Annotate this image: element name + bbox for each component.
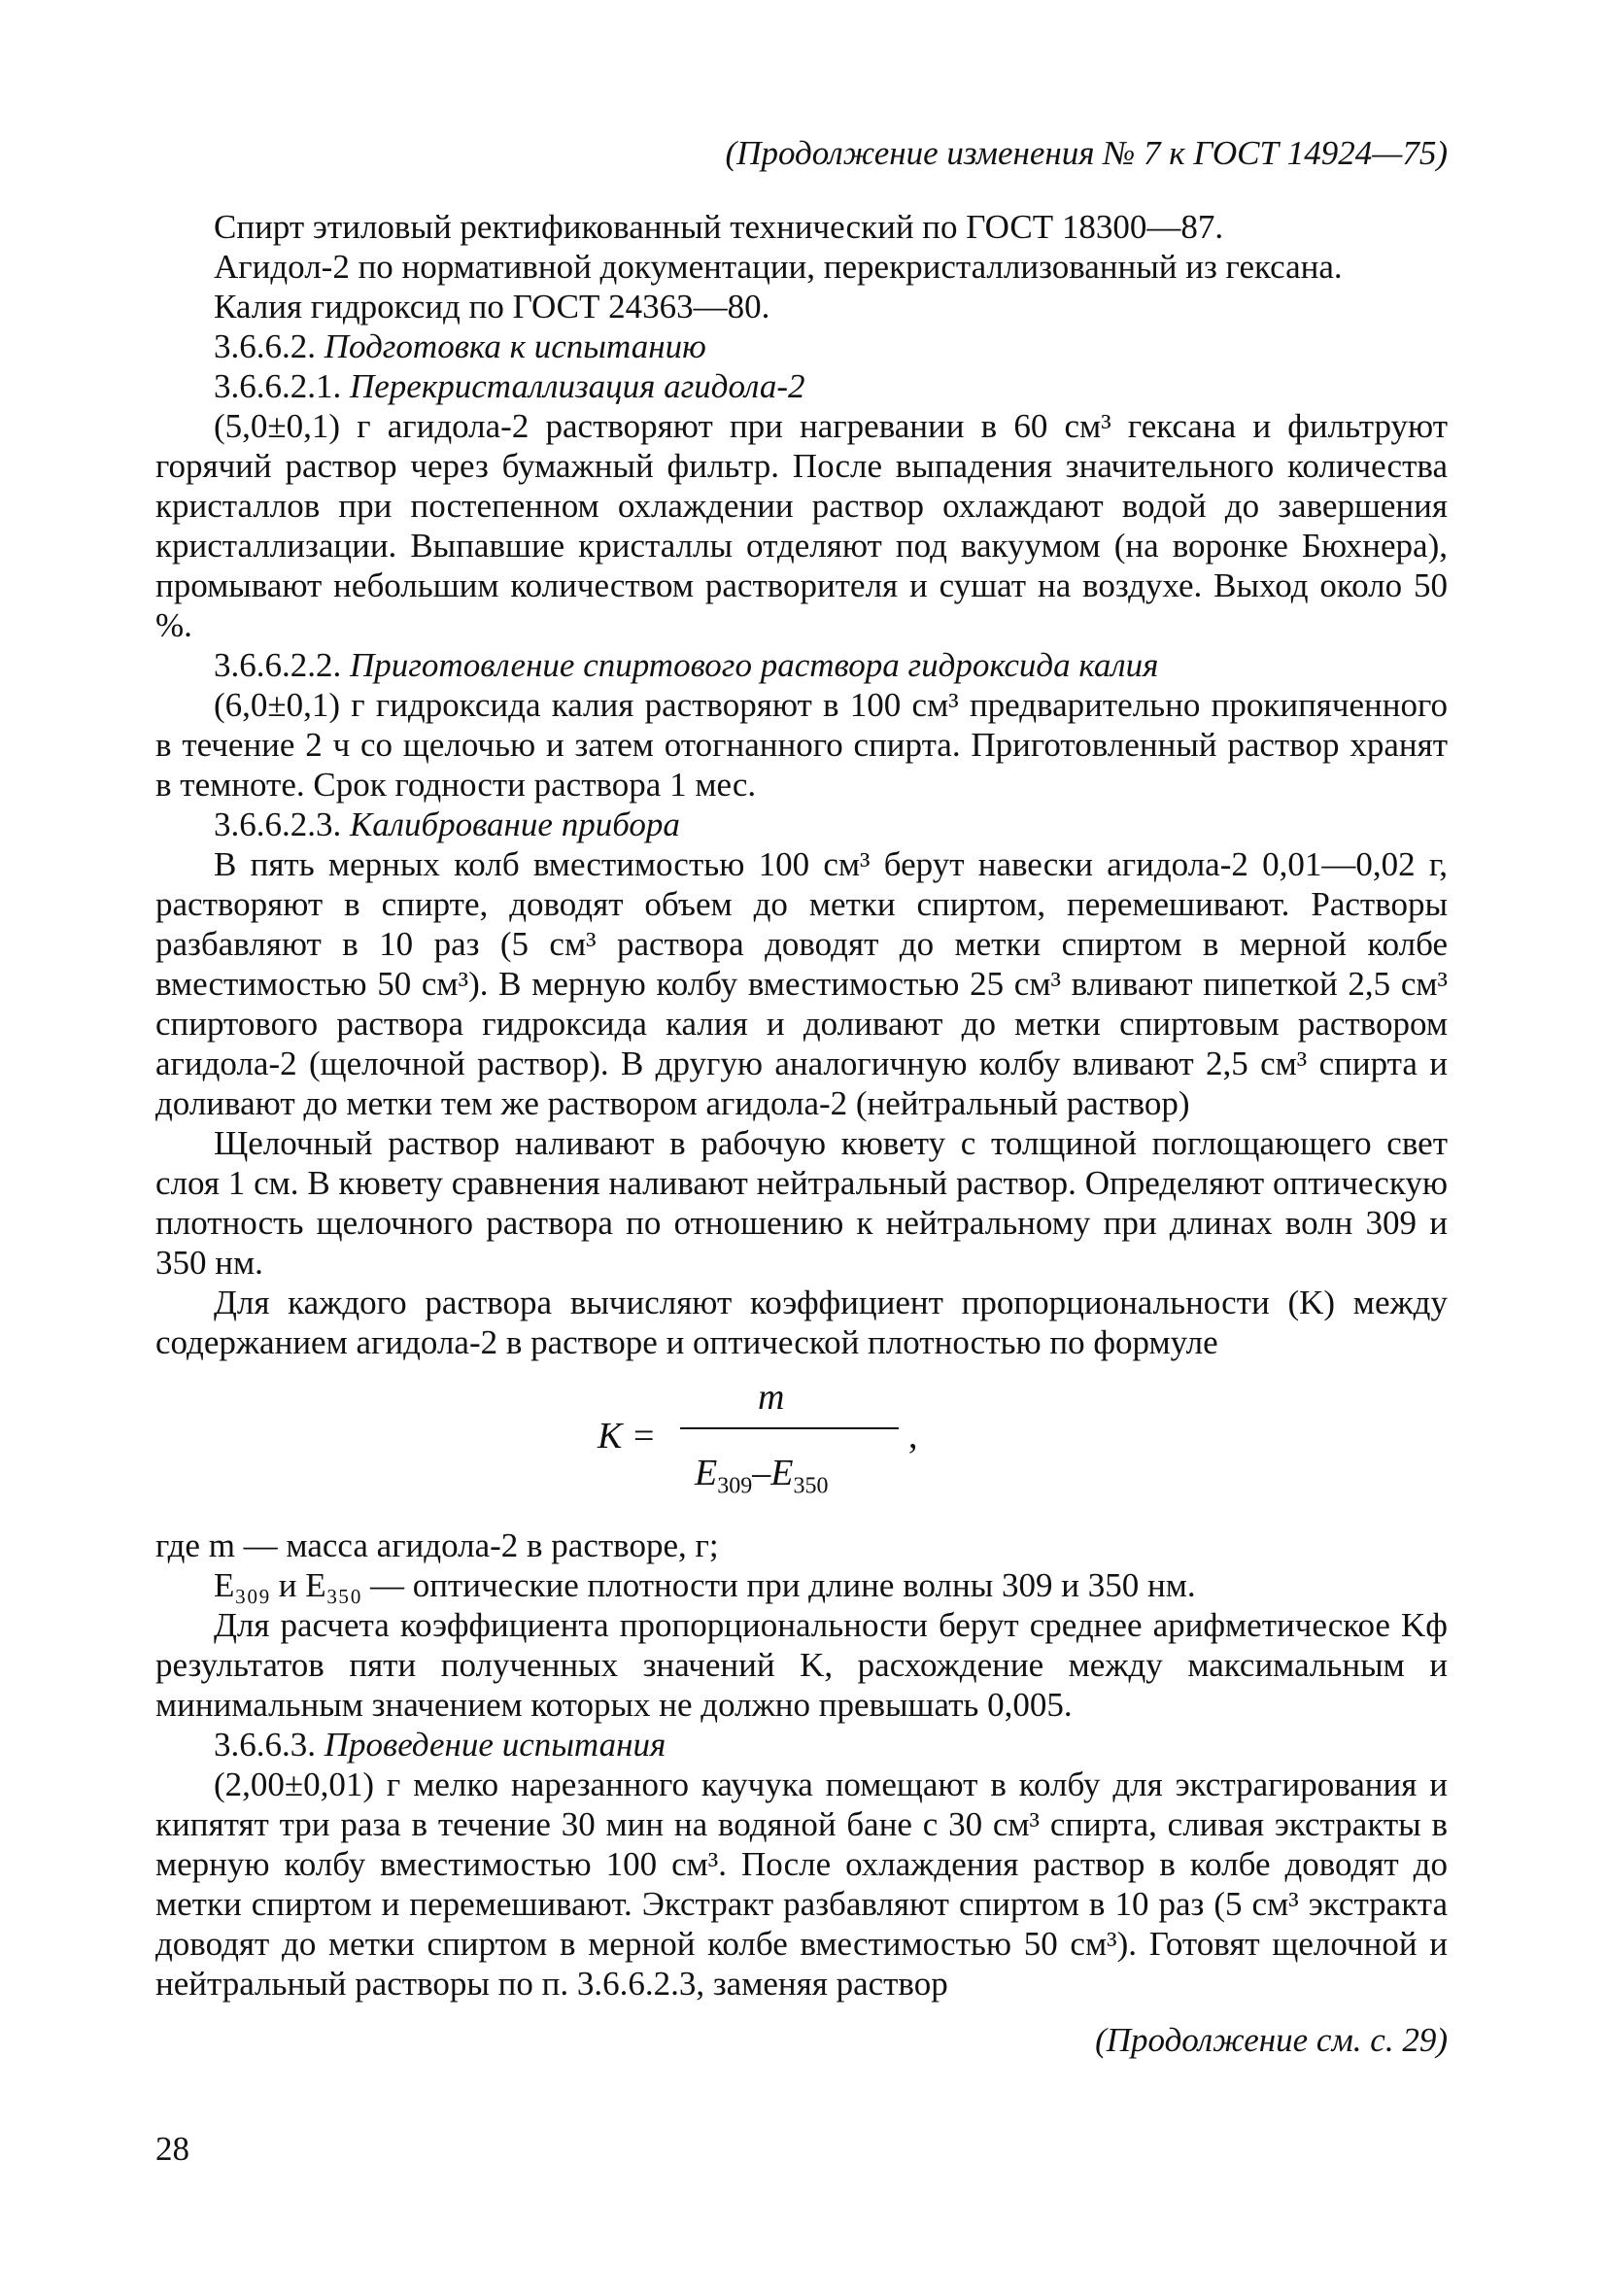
section-number: 3.6.6.2.2.	[214, 646, 342, 684]
fraction-bar	[680, 1427, 899, 1429]
den-e1: E	[695, 1453, 718, 1493]
page-number: 28	[155, 2130, 189, 2168]
formula-denominator	[695, 1452, 828, 1500]
paragraph: Калия гидроксид по ГОСТ 24363—80.	[214, 288, 770, 326]
paragraph: Для каждого раствора вычисляют коэффициент пропорциональности (K) между содержанием агидола-2 в растворе и оптической плотностью по формуле	[155, 1284, 1448, 1361]
paragraph: (5,0±0,1) г агидола-2 растворяют при нагревании в 60 см³ гексана и фильтруют горячий раствор через бумажный фильтр. После выпадения значительного количества кристаллов при постепенном охлаждении раствор охлаждают водой до завершения кристаллизации. Выпавшие кристаллы отделяют под вакуумом (на воронке Бюхнера), промывают небольшим количеством растворителя и сушат на воздухе. Выход около 50 %.	[155, 407, 1448, 644]
paragraph: Спирт этиловый ректификованный технический по ГОСТ 18300—87.	[214, 208, 1224, 246]
formula-equals: =	[633, 1416, 655, 1456]
section-heading	[155, 805, 1448, 844]
den-minus: –	[752, 1453, 771, 1493]
section-title: Калибрование прибора	[350, 805, 680, 843]
section-title: Проведение испытания	[324, 1726, 666, 1764]
den-sub2: 350	[793, 1473, 829, 1499]
document-body	[155, 207, 1448, 2004]
paragraph: Для расчета коэффициента пропорциональности берут среднее арифметическое Kф результатов пяти полученных значений K, расхождение между максимальным и минимальным значением которых не должно превышать 0,005.	[155, 1606, 1448, 1724]
section-number: 3.6.6.2.	[214, 327, 316, 365]
paragraph: E₃₀₉ и E₃₅₀ — оптические плотности при длине волны 309 и 350 нм.	[214, 1566, 1196, 1604]
section-heading	[155, 366, 1448, 406]
section-number: 3.6.6.2.3.	[214, 805, 342, 843]
continuation-note: (Продолжение см. с. 29)	[1095, 2021, 1448, 2059]
section-title: Перекристаллизация агидола-2	[350, 367, 805, 405]
paragraph: В пять мерных колб вместимостью 100 см³ берут навески агидола-2 0,01—0,02 г, растворяют в спирте, доводят объем до метки спиртом, перемешивают. Растворы разбавляют в 10 раз (5 см³ раствора доводят до метки спиртом в мерной колбе вместимостью 50 см³). В мерную колбу вместимостью 25 см³ вливают пипеткой 2,5 см³ спиртового раствора гидроксида калия и доливают до метки спиртовым раствором агидола-2 (щелочной раствор). В другую аналогичную колбу вливают 2,5 см³ спирта и доливают до метки тем же раствором агидола-2 (нейтральный раствор)	[155, 845, 1448, 1122]
running-header: (Продолжение изменения № 7 к ГОСТ 14924—75)	[725, 134, 1448, 172]
section-heading	[155, 1725, 1448, 1765]
paragraph: где m — масса агидола-2 в растворе, г;	[155, 1526, 719, 1564]
den-e2: E	[770, 1453, 794, 1493]
section-number: 3.6.6.3.	[214, 1726, 316, 1764]
paragraph: Щелочный раствор наливают в рабочую кювету с толщиной поглощающего свет слоя 1 см. В кювету сравнения наливают нейтральный раствор. Определяют оптическую плотность щелочного раствора по отношению к нейтральному при длинах волн 309 и 350 нм.	[155, 1124, 1448, 1282]
paragraph: (6,0±0,1) г гидроксида калия растворяют в 100 см³ предварительно прокипяченного в течение 2 ч со щелочью и затем отогнанного спирта. Приготовленный раствор хранят в темноте. Срок годности раствора 1 мес.	[155, 686, 1448, 804]
den-sub1: 309	[717, 1473, 753, 1499]
paragraph: (2,00±0,01) г мелко нарезанного каучука помещают в колбу для экстрагирования и кипятят три раза в течение 30 мин на водяной бане с 30 см³ спирта, сливая экстракты в мерную колбу вместимостью 100 см³. После охлаждения раствор в колбе доводят до метки спиртом и перемешивают. Экстракт разбавляют спиртом в 10 раз (5 см³ экстракта доводят до метки спиртом в мерной колбе вместимостью 50 см³). Готовят щелочной и нейтральный растворы по п. 3.6.6.2.3, заменяя раствор	[155, 1765, 1448, 2003]
section-title: Приготовление спиртового раствора гидроксида калия	[350, 646, 1159, 684]
section-number: 3.6.6.2.1.	[214, 367, 342, 405]
formula-lhs: K	[598, 1416, 623, 1456]
formula-comma: ,	[908, 1416, 918, 1456]
section-heading	[155, 326, 1448, 366]
paragraph: Агидол-2 по нормативной документации, перекристаллизованный из гексана.	[214, 248, 1343, 286]
formula-numerator: m	[758, 1377, 785, 1418]
formula	[155, 1376, 1448, 1522]
section-heading	[155, 645, 1448, 685]
section-title: Подготовка к испытанию	[324, 327, 706, 365]
